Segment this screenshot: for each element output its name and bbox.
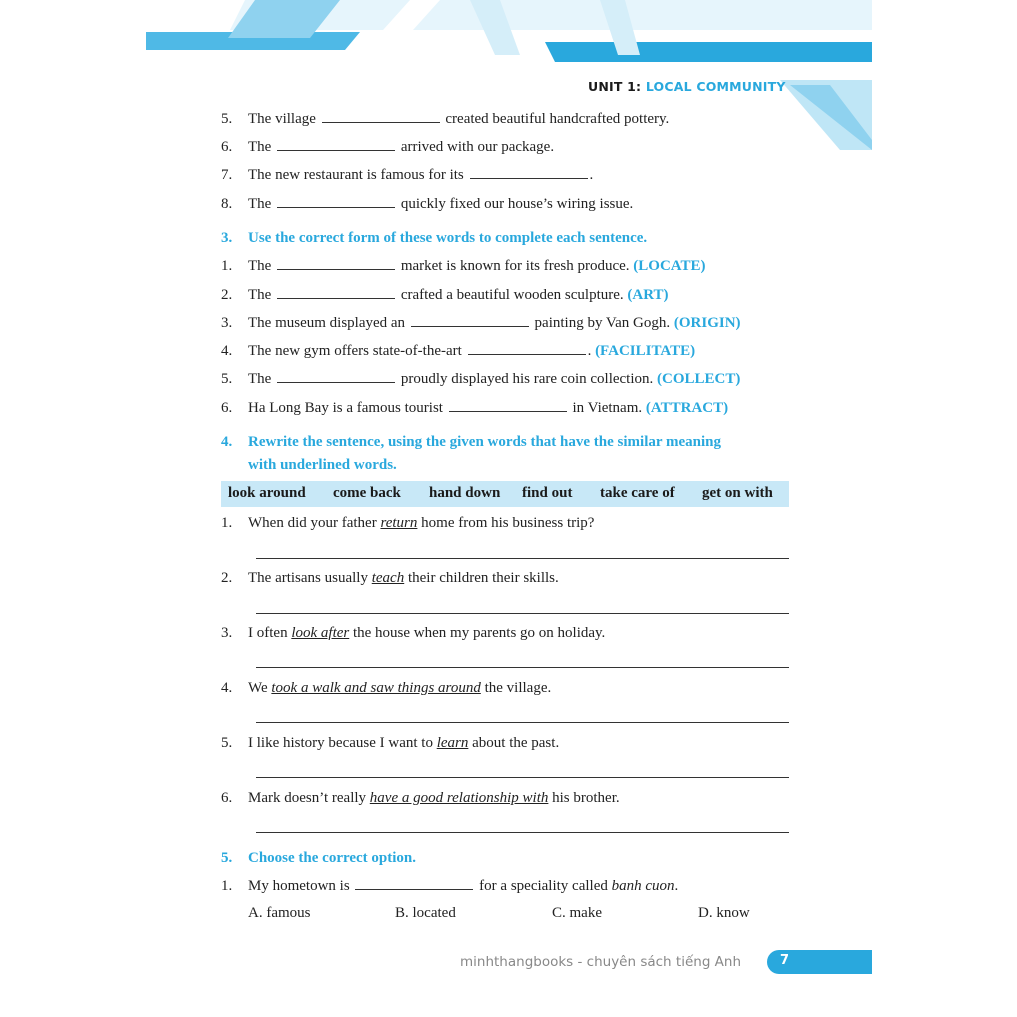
word-hint: (ART)	[627, 287, 669, 303]
exercise-item: 6. The arrived with our package.	[221, 139, 555, 155]
blank[interactable]	[355, 878, 473, 890]
word-box	[221, 481, 789, 507]
section-3-heading: 3. Use the correct form of these words to complete each sentence.	[221, 230, 648, 246]
mcq-option-c[interactable]: C. make	[552, 905, 602, 921]
blank[interactable]	[277, 139, 395, 151]
rewrite-item: 4. We took a walk and saw things around the village.	[221, 680, 552, 696]
underlined-word: teach	[371, 570, 405, 586]
blank[interactable]	[322, 111, 440, 123]
answer-line[interactable]	[256, 777, 789, 778]
section-5-heading: 5. Choose the correct option.	[221, 850, 417, 866]
rewrite-item: 1. When did your father return home from his business trip?	[221, 515, 595, 531]
underlined-word: return	[380, 515, 418, 531]
word-hint: (ATTRACT)	[645, 400, 729, 416]
exercise-item: 1. The market is known for its fresh produce. (LOCATE)	[221, 258, 706, 274]
exercise-item: 5. The proudly displayed his rare coin collection. (COLLECT)	[221, 371, 741, 387]
blank[interactable]	[277, 196, 395, 208]
word-option: look around	[228, 485, 306, 501]
exercise-item: 7. The new restaurant is famous for its .	[221, 167, 594, 183]
section-4-heading-cont: with underlined words.	[248, 457, 397, 473]
blank[interactable]	[449, 400, 567, 412]
answer-line[interactable]	[256, 832, 789, 833]
mcq-item: 1. My hometown is for a speciality called banh cuon.	[221, 878, 679, 894]
answer-line[interactable]	[256, 613, 789, 614]
word-option: come back	[333, 485, 401, 501]
exercise-item: 3. The museum displayed an painting by Van Gogh. (ORIGIN)	[221, 315, 741, 331]
rewrite-item: 6. Mark doesn’t really have a good relationship with his brother.	[221, 790, 620, 806]
mcq-option-b[interactable]: B. located	[395, 905, 456, 921]
mcq-option-a[interactable]: A. famous	[248, 905, 311, 921]
exercise-item: 4. The new gym offers state-of-the-art . (FACILITATE)	[221, 343, 696, 359]
word-option: hand down	[429, 485, 501, 501]
unit-title	[588, 79, 786, 94]
footer-text: minhthangbooks - chuyên sách tiếng Anh	[460, 954, 742, 970]
exercise-item: 5. The village created beautiful handcrafted pottery.	[221, 111, 670, 127]
rewrite-item: 2. The artisans usually teach their children their skills.	[221, 570, 559, 586]
header-decoration	[0, 0, 1017, 160]
exercise-item: 2. The crafted a beautiful wooden sculpture. (ART)	[221, 287, 669, 303]
underlined-word: have a good relationship with	[369, 790, 549, 806]
exercise-item: 6. Ha Long Bay is a famous tourist in Vietnam. (ATTRACT)	[221, 400, 729, 416]
underlined-word: look after	[291, 625, 350, 641]
word-option: find out	[522, 485, 573, 501]
underlined-word: took a walk and saw things around	[271, 680, 481, 696]
blank[interactable]	[277, 258, 395, 270]
section-4-heading: 4. Rewrite the sentence, using the given words that have the similar meaning	[221, 434, 722, 450]
blank[interactable]	[470, 167, 588, 179]
answer-line[interactable]	[256, 558, 789, 559]
word-hint: (COLLECT)	[657, 371, 741, 387]
rewrite-item: 3. I often look after the house when my parents go on holiday.	[221, 625, 606, 641]
mcq-option-d[interactable]: D. know	[698, 905, 750, 921]
unit-label: UNIT 1:	[588, 79, 642, 94]
word-hint: (LOCATE)	[633, 258, 706, 274]
page-number: 7	[780, 953, 790, 968]
unit-topic: LOCAL COMMUNITY	[645, 79, 786, 94]
blank[interactable]	[277, 287, 395, 299]
answer-line[interactable]	[256, 667, 789, 668]
blank[interactable]	[277, 371, 395, 383]
word-hint: (FACILITATE)	[595, 343, 696, 359]
word-hint: (ORIGIN)	[673, 315, 741, 331]
underlined-word: learn	[436, 735, 469, 751]
rewrite-item: 5. I like history because I want to learn about the past.	[221, 735, 560, 751]
blank[interactable]	[468, 343, 586, 355]
word-option: get on with	[702, 485, 773, 501]
blank[interactable]	[411, 315, 529, 327]
answer-line[interactable]	[256, 722, 789, 723]
word-option: take care of	[600, 485, 675, 501]
exercise-item: 8. The quickly fixed our house’s wiring issue.	[221, 196, 634, 212]
